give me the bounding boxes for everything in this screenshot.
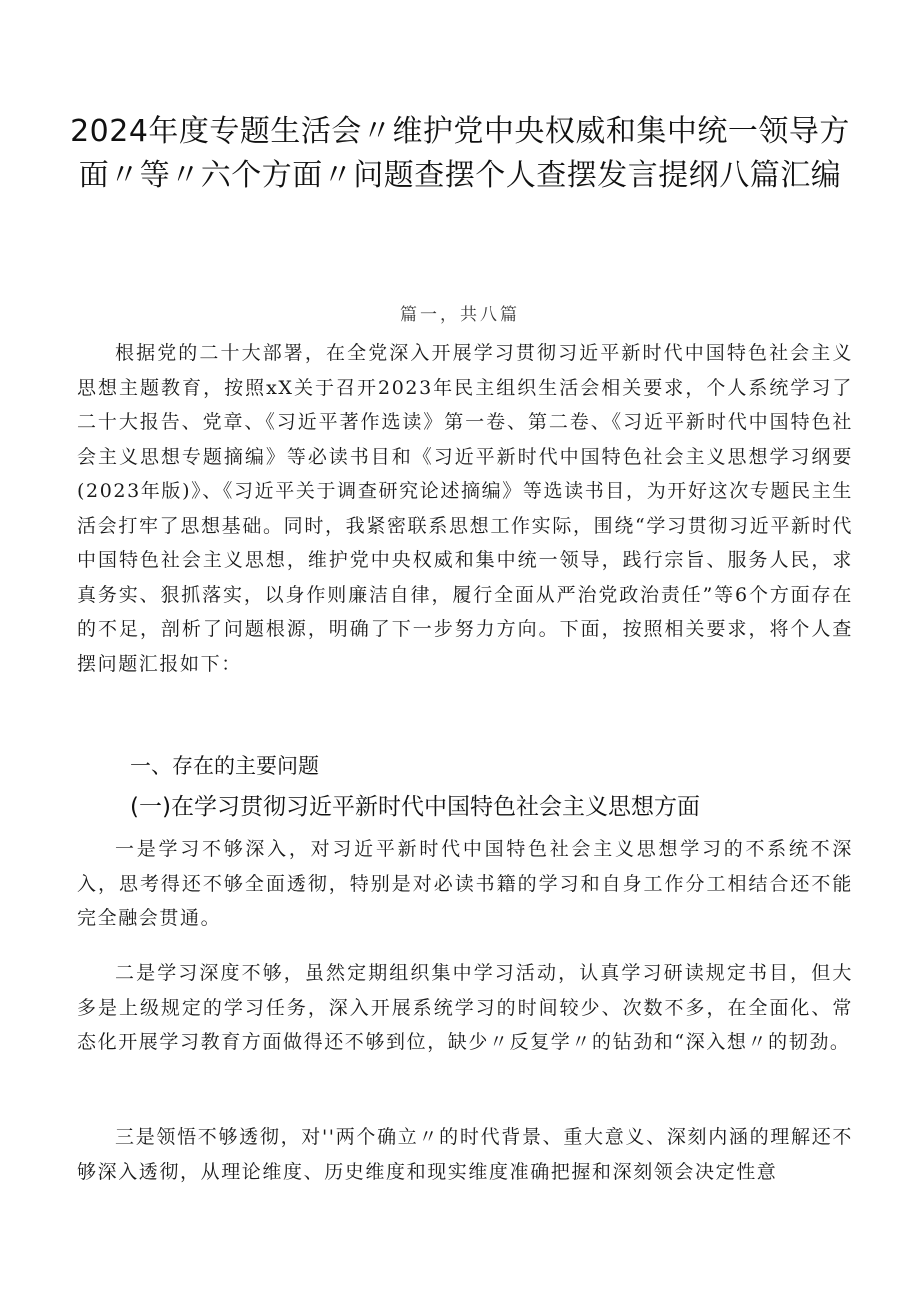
document-subtitle: 篇一，共八篇 xyxy=(400,305,520,325)
intro-paragraph: 根据党的二十大部署，在全党深入开展学习贯彻习近平新时代中国特色社会主义思想主题教育，按照xX关于召开2023年民主组织生活会相关要求，个人系统学习了二十大报告、党章、《习近平著作选读》第一卷、第二卷、《习近平新时代中国特色社会主义思想专题摘编》等必读书目和《习近平新时代中国特色社会主义思想学习纲要(2023年版)》、《习近平关于调查研究论述摘编》等选读书目，为开好这次专题民主生活会打牢了思想基础。同时，我紧密联系思想工作实际，围绕“学习贯彻习近平新时代中国特色社会主义思想，维护党中央权威和集中统一领导，践行宗旨、服务人民，求真务实、狠抓落实，以身作则廉洁自律，履行全面从严治党政治责任”等6个方面存在的不足，剖析了问题根源，明确了下一步努力方向。下面，按照相关要求，将个人查摆问题汇报如下： xyxy=(77,342,853,675)
point-paragraph-2: 二是学习深度不够，虽然定期组织集中学习活动，认真学习研读规定书目，但大多是上级规定的学习任务，深入开展系统学习的时间较少、次数不多，在全面化、常态化开展学习教育方面做得还不够到位，缺少〃反复学〃的钻劲和“深入想〃的韧劲。 xyxy=(77,962,853,1053)
subsection-heading: (一)在学习贯彻习近平新时代中国特色社会主义思想方面 xyxy=(130,794,700,820)
point-paragraph-1: 一是学习不够深入，对习近平新时代中国特色社会主义思想学习的不系统不深入，思考得还不够全面透彻，特别是对必读书籍的学习和自身工作分工相结合还不能完全融会贯通。 xyxy=(77,838,853,929)
point-paragraph-3: 三是领悟不够透彻，对''两个确立〃的时代背景、重大意义、深刻内涵的理解还不够深入透彻，从理论维度、历史维度和现实维度准确把握和深刻领会决定性意 xyxy=(77,1126,853,1183)
document-title: 2024年度专题生活会〃维护党中央权威和集中统一领导方面〃等〃六个方面〃问题查摆个人查摆发言提纲八篇汇编 xyxy=(70,114,850,193)
section-heading: 一、存在的主要问题 xyxy=(130,754,319,778)
